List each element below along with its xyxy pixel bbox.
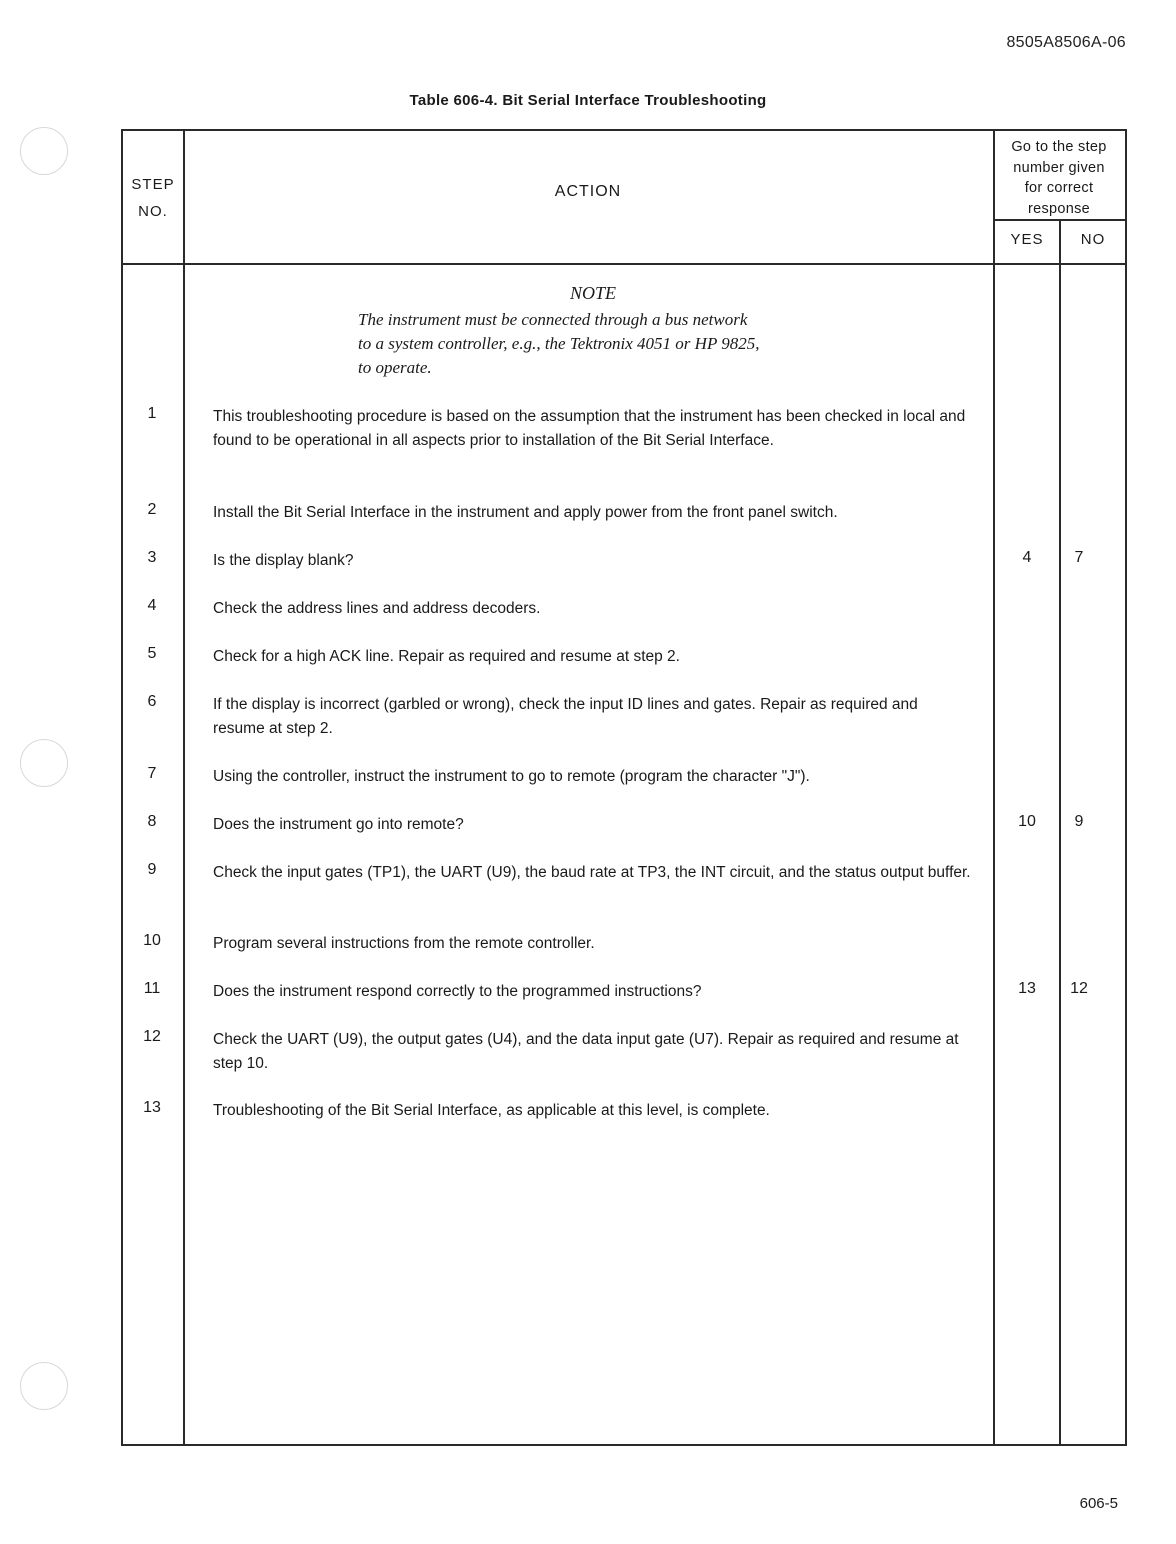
step-action: Check for a high ACK line. Repair as required and resume at step 2. <box>213 648 680 665</box>
step-number: 1 <box>147 405 157 422</box>
step-action: This troubleshooting procedure is based on the assumption that the instrument has been checked in local and found to be operational in all aspects prior to installation of the Bit Serial Interface. <box>213 408 966 449</box>
note-title: NOTE <box>569 283 616 303</box>
step-number: 7 <box>147 765 157 782</box>
note-block <box>213 283 973 380</box>
binder-hole <box>20 1362 68 1410</box>
step-number: 6 <box>147 693 157 710</box>
step-action: Is the display blank? <box>213 552 354 569</box>
column-divider <box>1059 219 1061 1444</box>
note-line: The instrument must be connected through a bus network <box>358 310 748 329</box>
header-divider <box>123 263 1125 265</box>
binder-hole <box>20 739 68 787</box>
step-number: 2 <box>147 501 157 518</box>
step-number: 8 <box>147 813 157 830</box>
binder-hole <box>20 127 68 175</box>
header-goto: Go to the step number given for correct response <box>1011 139 1107 217</box>
step-number: 12 <box>143 1028 161 1045</box>
note-line: to operate. <box>358 358 432 377</box>
step-action: Does the instrument respond correctly to the programmed instructions? <box>213 983 702 1000</box>
step-action: Install the Bit Serial Interface in the instrument and apply power from the front panel switch. <box>213 504 838 521</box>
step-number: 4 <box>147 597 157 614</box>
troubleshooting-table <box>121 129 1127 1446</box>
page-number: 606-5 <box>1079 1495 1118 1512</box>
step-action: Program several instructions from the remote controller. <box>213 935 595 952</box>
step-no-goto: 12 <box>1070 980 1088 997</box>
step-action: Troubleshooting of the Bit Serial Interface, as applicable at this level, is complete. <box>213 1102 770 1119</box>
table-title: Table 606-4. Bit Serial Interface Troubleshooting <box>409 92 767 109</box>
step-action: If the display is incorrect (garbled or wrong), check the input ID lines and gates. Repair as required and resume at step 2. <box>213 696 918 737</box>
step-yes-goto: 10 <box>1018 813 1036 830</box>
step-number: 9 <box>147 861 157 878</box>
header-action: ACTION <box>554 183 622 200</box>
step-yes-goto: 13 <box>1018 980 1036 997</box>
step-number: 5 <box>147 645 157 662</box>
step-yes-goto: 4 <box>1022 549 1032 566</box>
step-action: Check the input gates (TP1), the UART (U9), the baud rate at TP3, the INT circuit, and the status output buffer. <box>213 864 971 881</box>
note-line: to a system controller, e.g., the Tektronix 4051 or HP 9825, <box>358 334 760 353</box>
step-action: Does the instrument go into remote? <box>213 816 464 833</box>
step-number: 3 <box>147 549 157 566</box>
row-divider <box>993 219 1125 221</box>
column-divider <box>993 131 995 1444</box>
step-number: 10 <box>143 932 161 949</box>
column-divider <box>183 131 185 1444</box>
step-no-goto: 9 <box>1074 813 1084 830</box>
step-action: Check the UART (U9), the output gates (U4), and the data input gate (U7). Repair as required and resume at step 10. <box>213 1031 959 1072</box>
header-step-no: STEP NO. <box>131 176 175 220</box>
step-number: 13 <box>143 1099 161 1116</box>
header-no: NO <box>1080 231 1106 248</box>
header-yes: YES <box>1010 231 1044 248</box>
step-action: Using the controller, instruct the instrument to go to remote (program the character "J"). <box>213 768 810 785</box>
document-id: 8505A8506A-06 <box>1006 34 1126 51</box>
step-action: Check the address lines and address decoders. <box>213 600 541 617</box>
step-no-goto: 7 <box>1074 549 1084 566</box>
step-number: 11 <box>143 980 161 997</box>
